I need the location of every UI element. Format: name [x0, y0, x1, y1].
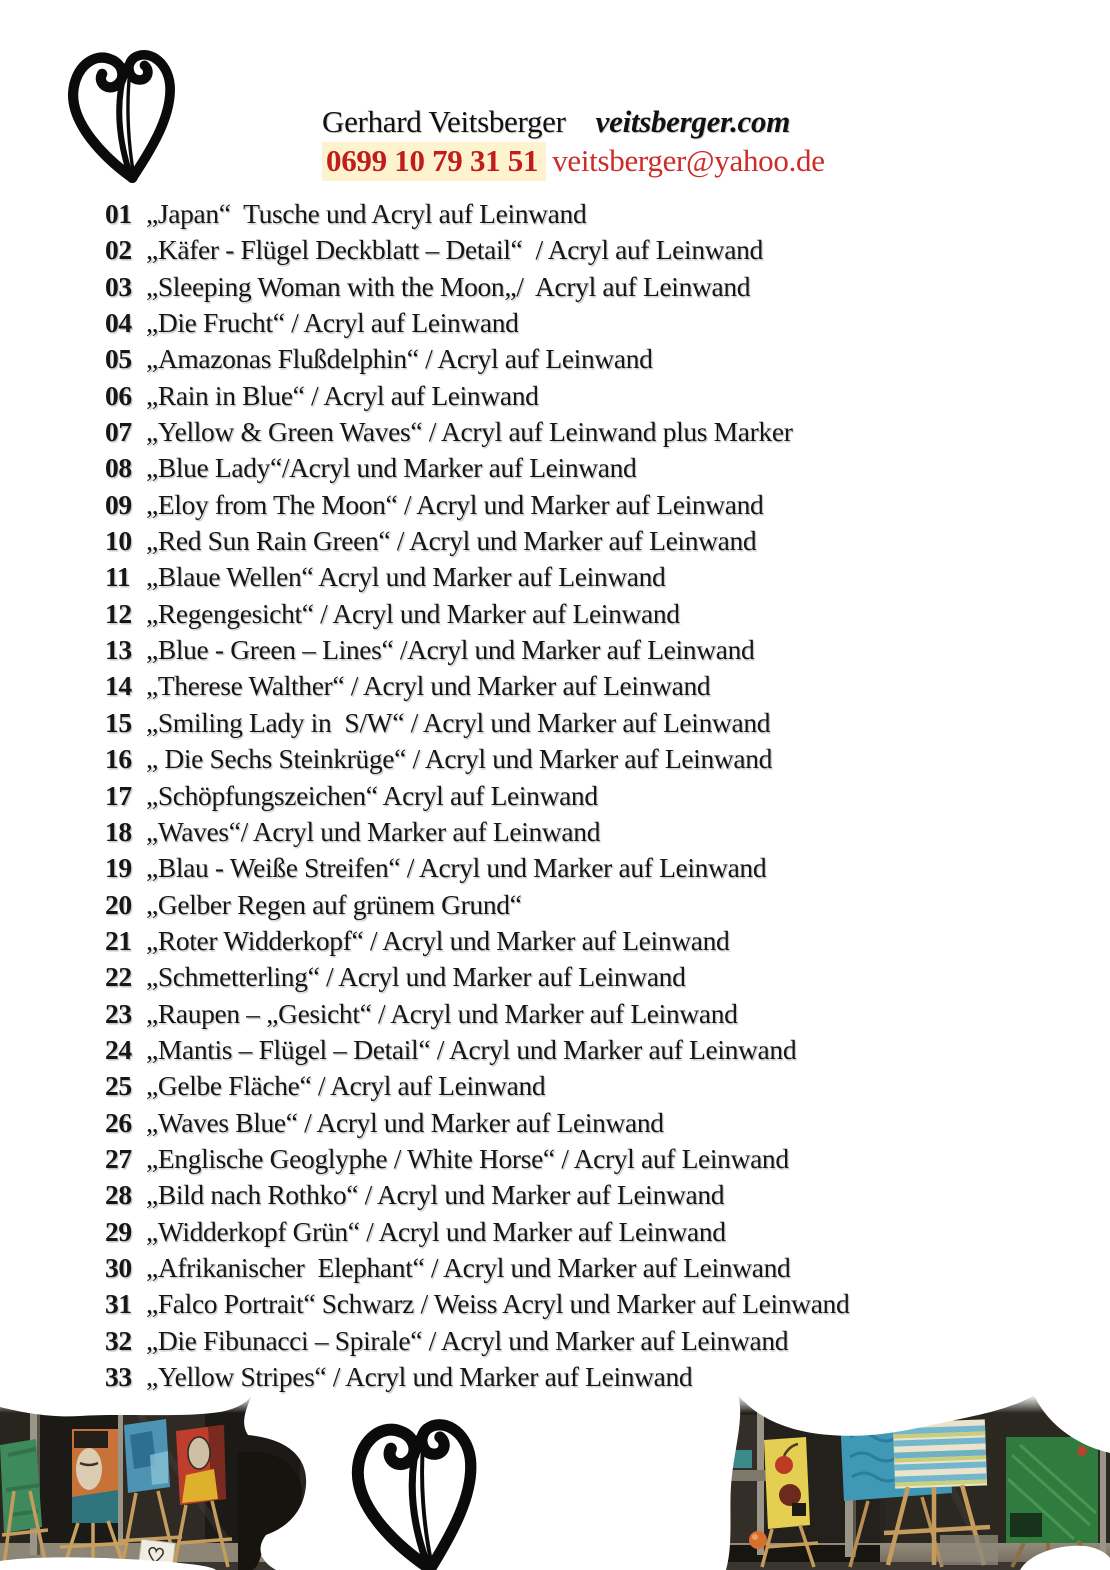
artwork-title: „Raupen – „Gesicht“ / Acryl und Marker auf Leinwand: [146, 997, 738, 1029]
artwork-number: 27: [105, 1142, 132, 1174]
artwork-number: 30: [105, 1251, 132, 1283]
artwork-number: 01: [105, 198, 132, 229]
artwork-title: „Widderkopf Grün“ / Acryl und Marker auf Leinwand: [146, 1215, 726, 1247]
artwork-title: „Blau - Weiße Streifen“ / Acryl und Marker auf Leinwand: [146, 852, 767, 884]
artwork-list: [105, 196, 1085, 1395]
artwork-number: 25: [105, 1070, 132, 1102]
artwork-item: [105, 487, 1085, 523]
artwork-item: [105, 1105, 1085, 1141]
artwork-title: „Roter Widderkopf“ / Acryl und Marker auf Leinwand: [146, 924, 730, 956]
artwork-title: „Blue - Green – Lines“ /Acryl und Marker auf Leinwand: [146, 634, 755, 666]
artwork-item: [105, 1286, 1085, 1322]
artwork-number: 23: [105, 997, 132, 1029]
artwork-title: „Eloy from The Moon“ / Acryl und Marker auf Leinwand: [146, 488, 764, 520]
artwork-item: [105, 341, 1085, 377]
artwork-item: [105, 632, 1085, 668]
artwork-item: [105, 305, 1085, 341]
artwork-item: [105, 1068, 1085, 1104]
artwork-number: 07: [105, 416, 132, 448]
artwork-item: [105, 196, 1085, 232]
email-address: veitsberger@yahoo.de: [552, 143, 825, 178]
artwork-item: [105, 232, 1085, 268]
artwork-number: 29: [105, 1215, 132, 1247]
artwork-number: 22: [105, 961, 132, 993]
artwork-item: [105, 378, 1085, 414]
artwork-title: „Red Sun Rain Green“ / Acryl und Marker auf Leinwand: [146, 525, 757, 557]
artwork-title: „Die Fibunacci – Spirale“ / Acryl und Marker auf Leinwand: [146, 1324, 789, 1356]
artwork-number: 13: [105, 634, 132, 666]
artwork-item: [105, 1359, 1085, 1395]
artwork-number: 05: [105, 343, 132, 375]
artwork-title: „Blue Lady“/Acryl und Marker auf Leinwand: [146, 452, 637, 484]
artwork-item: [105, 523, 1085, 559]
artwork-number: 04: [105, 307, 132, 339]
artwork-item: [105, 269, 1085, 305]
artwork-item: [105, 705, 1085, 741]
artwork-number: 02: [105, 234, 132, 266]
artwork-title: „Sleeping Woman with the Moon„/ Acryl auf Leinwand: [146, 270, 751, 302]
phone-number: 0699 10 79 31 51: [322, 142, 546, 181]
artwork-number: 15: [105, 706, 132, 738]
artwork-number: 26: [105, 1106, 132, 1138]
artwork-number: 06: [105, 379, 132, 411]
artwork-number: 20: [105, 888, 132, 920]
artwork-title: „Falco Portrait“ Schwarz / Weiss Acryl und Marker auf Leinwand: [146, 1288, 850, 1320]
artwork-item: [105, 1141, 1085, 1177]
artwork-title: „Yellow Stripes“ / Acryl und Marker auf Leinwand: [146, 1361, 693, 1392]
artwork-number: 03: [105, 270, 132, 302]
artwork-number: 28: [105, 1179, 132, 1211]
artwork-title: „Blaue Wellen“ Acryl und Marker auf Leinwand: [146, 561, 666, 593]
website-url: veitsberger.com: [595, 104, 791, 139]
artwork-title: „Käfer - Flügel Deckblatt – Detail“ / Acryl auf Leinwand: [146, 234, 763, 266]
artwork-number: 32: [105, 1324, 132, 1356]
artwork-title: „Englische Geoglyphe / White Horse“ / Acryl auf Leinwand: [146, 1142, 789, 1174]
artwork-title: „Gelber Regen auf grünem Grund“: [146, 888, 522, 920]
artwork-number: 12: [105, 597, 132, 629]
artwork-item: [105, 1177, 1085, 1213]
heart-logo: [46, 40, 214, 190]
artwork-number: 17: [105, 779, 132, 811]
header: [322, 104, 922, 179]
artwork-title: „Gelbe Fläche“ / Acryl auf Leinwand: [146, 1070, 546, 1102]
artwork-title: „Afrikanischer Elephant“ / Acryl und Marker auf Leinwand: [146, 1251, 791, 1283]
artwork-number: 19: [105, 852, 132, 884]
artwork-number: 11: [105, 561, 131, 593]
artwork-number: 09: [105, 488, 132, 520]
artwork-item: [105, 1214, 1085, 1250]
artwork-number: 14: [105, 670, 132, 702]
artwork-title: „Schöpfungszeichen“ Acryl auf Leinwand: [146, 779, 598, 811]
artwork-title: „Die Frucht“ / Acryl auf Leinwand: [146, 307, 519, 339]
artwork-item: [105, 1032, 1085, 1068]
artwork-item: [105, 668, 1085, 704]
artwork-number: 33: [105, 1361, 132, 1392]
artwork-number: 08: [105, 452, 132, 484]
artwork-item: [105, 1250, 1085, 1286]
artwork-item: [105, 959, 1085, 995]
artwork-item: [105, 450, 1085, 486]
artwork-item: [105, 1323, 1085, 1359]
artwork-title: „Yellow & Green Waves“ / Acryl auf Leinwand plus Marker: [146, 416, 793, 448]
artwork-number: 18: [105, 815, 132, 847]
artwork-title: „ Die Sechs Steinkrüge“ / Acryl und Marker auf Leinwand: [146, 743, 773, 775]
artwork-title: „Mantis – Flügel – Detail“ / Acryl und Marker auf Leinwand: [146, 1033, 797, 1065]
artwork-item: [105, 923, 1085, 959]
artwork-title: „Rain in Blue“ / Acryl auf Leinwand: [146, 379, 539, 411]
artwork-item: [105, 596, 1085, 632]
storefront-photo: [0, 1395, 1110, 1570]
artwork-title: „Waves“/ Acryl und Marker auf Leinwand: [146, 815, 601, 847]
artwork-title: „Regengesicht“ / Acryl und Marker auf Leinwand: [146, 597, 680, 629]
artwork-title: „Japan“ Tusche und Acryl auf Leinwand: [146, 198, 587, 229]
artwork-title: „Amazonas Flußdelphin“ / Acryl auf Leinwand: [146, 343, 653, 375]
artwork-title: „Therese Walther“ / Acryl und Marker auf Leinwand: [146, 670, 711, 702]
artwork-item: [105, 414, 1085, 450]
artwork-item: [105, 850, 1085, 886]
artwork-item: [105, 814, 1085, 850]
artwork-number: 21: [105, 924, 132, 956]
artwork-title: „Smiling Lady in S/W“ / Acryl und Marker auf Leinwand: [146, 706, 771, 738]
artwork-item: [105, 887, 1085, 923]
artwork-title: „Schmetterling“ / Acryl und Marker auf Leinwand: [146, 961, 686, 993]
artwork-item: [105, 996, 1085, 1032]
artwork-number: 10: [105, 525, 132, 557]
artwork-item: [105, 559, 1085, 595]
artwork-item: [105, 741, 1085, 777]
artwork-title: „Bild nach Rothko“ / Acryl und Marker auf Leinwand: [146, 1179, 725, 1211]
artwork-item: [105, 778, 1085, 814]
artwork-title: „Waves Blue“ / Acryl und Marker auf Leinwand: [146, 1106, 664, 1138]
artwork-number: 24: [105, 1033, 132, 1065]
artist-name: Gerhard Veitsberger: [322, 104, 566, 139]
artwork-number: 16: [105, 743, 132, 775]
heart-logo-footer: [333, 1405, 517, 1570]
artwork-number: 31: [105, 1288, 132, 1320]
